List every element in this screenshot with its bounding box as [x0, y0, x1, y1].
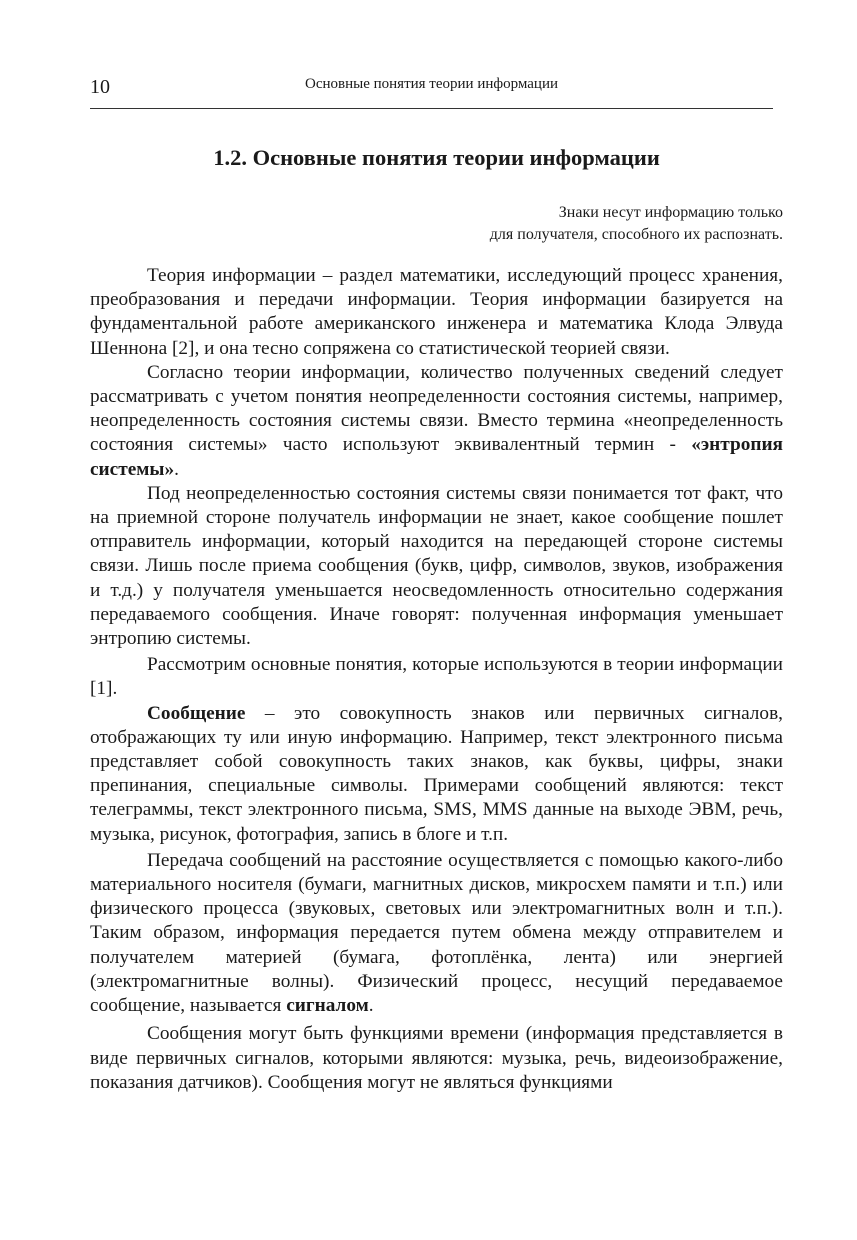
paragraph: Рассмотрим основные понятия, которые используются в теории информации [1]. — [90, 654, 783, 700]
epigraph — [490, 202, 783, 246]
body-text — [90, 264, 783, 1095]
paragraph: Сообщения могут быть функциями времени (информация представляется в виде первичных сигналов, которыми являются: музыка, речь, видеоизображение, показания датчиков). Сообщения могут не являться функциями — [90, 1023, 783, 1093]
paragraph — [90, 849, 783, 1018]
paragraph — [90, 361, 783, 482]
page-number: 10 — [90, 76, 110, 98]
paragraph-end: . — [174, 458, 179, 480]
paragraph-text: Согласно теории информации, количество полученных сведений следует рассматривать с учетом понятия неопределенности состояния системы, например, неопределенность состояния системы связи. Вместо термина «неопределенность состояния системы» часто используют эквивалентный термин - — [90, 361, 783, 456]
paragraph-text: – это совокупность знаков или первичных сигналов, отображающих ту или иную информацию. Например, текст электронного письма представляет собой совокупность таких знаков, как буквы, цифры, знаки препинания, специальные символы. Примерами сообщений являются: текст телеграммы, текст электронного письма, SMS, MMS данные на выходе ЭВМ, речь, музыка, рисунок, фотография, запись в блоге и т.п. — [90, 702, 783, 845]
paragraph — [90, 702, 783, 847]
running-title: Основные понятия теории информации — [305, 76, 558, 92]
running-header — [90, 72, 773, 109]
section-title: 1.2. Основные понятия теории информации — [213, 145, 660, 170]
epigraph-line: для получателя, способного их распознать. — [489, 226, 783, 243]
term-message: Сообщение — [147, 702, 246, 724]
paragraph-end: . — [368, 995, 374, 1017]
epigraph-line: Знаки несут информацию только — [558, 204, 783, 221]
term-signal: сигналом — [286, 995, 369, 1017]
paragraph: Теория информации – раздел математики, исследующий процесс хранения, преобразования и передачи информации. Теория информации базируется на фундаментальной работе американского инженера и математика Клода Элвуда Шеннона [2], и она тесно сопряжена со статистической теорией связи. — [90, 265, 783, 359]
term-entropy: «энтропия системы» — [90, 434, 783, 480]
paragraph-text: Передача сообщений на расстояние осуществляется с помощью какого-либо материального носителя (бумаги, магнитных дисков, микросхем памяти и т.п.) или физического процесса (звуковых, световых или электромагнитных волн и т.п.). Таким образом, информация передается путем обмена между отправителем и получателем материей (бумага, фотоплёнка, лента) или энергией (электромагнитные волны). Физический процесс, несущий передаваемое сообщение, называется — [90, 849, 783, 1017]
paragraph: Под неопределенностью состояния системы связи понимается тот факт, что на приемной стороне получатель информации не знает, какое сообщение пошлет отправитель информации, который находится на передающей стороне системы связи. Лишь после приема сообщения (букв, цифр, символов, звуков, изображения и т.д.) у получателя уменьшается неосведомленность относительно содержания передаваемого сообщения. Иначе говорят: полученная информация уменьшает энтропию системы. — [90, 482, 783, 650]
